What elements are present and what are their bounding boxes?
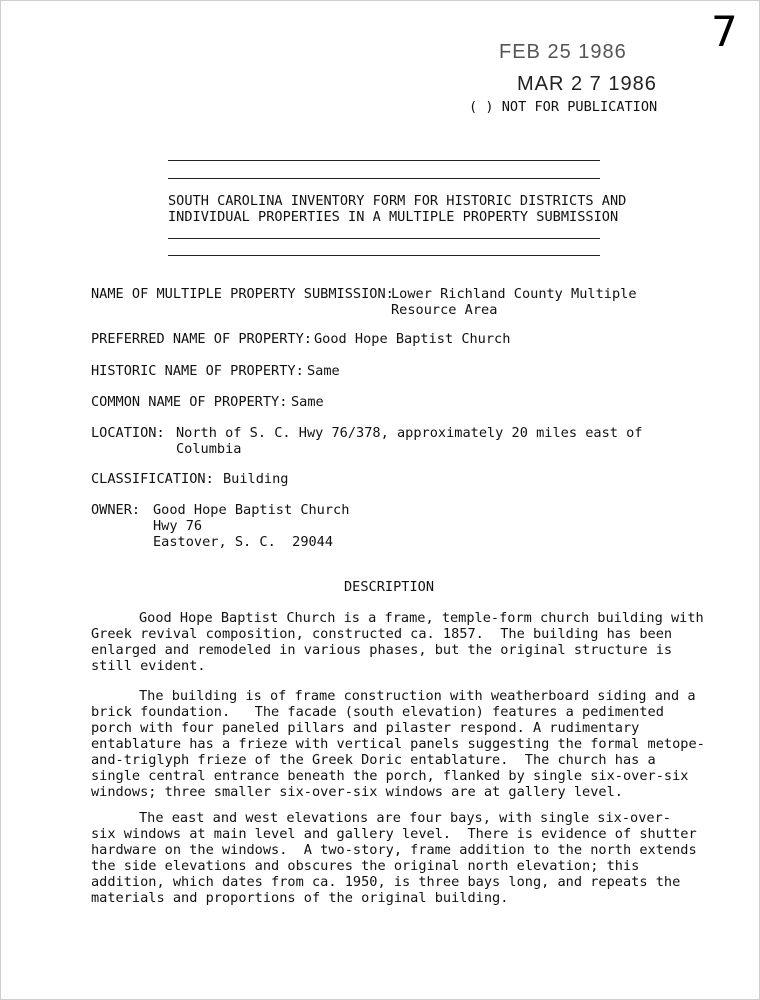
mps-value-line-2: Resource Area bbox=[391, 302, 498, 318]
owner-label: OWNER: bbox=[91, 502, 141, 518]
description-p1-line-1: Good Hope Baptist Church is a frame, temple-form church building with bbox=[139, 610, 704, 626]
historic-name-value: Same bbox=[307, 363, 340, 379]
form-title-line-2: INDIVIDUAL PROPERTIES IN A MULTIPLE PROPERTY SUBMISSION bbox=[168, 209, 619, 225]
page-number: 7 bbox=[711, 7, 738, 56]
rule-top-1 bbox=[168, 160, 600, 161]
preferred-name-value: Good Hope Baptist Church bbox=[314, 331, 511, 347]
historic-name-label: HISTORIC NAME OF PROPERTY: bbox=[91, 363, 304, 379]
description-p1-line-3: enlarged and remodeled in various phases, but the original structure is bbox=[91, 642, 673, 658]
location-label: LOCATION: bbox=[91, 425, 165, 441]
mps-label: NAME OF MULTIPLE PROPERTY SUBMISSION: bbox=[91, 286, 394, 302]
location-value-line-1: North of S. C. Hwy 76/378, approximately 20 miles east of bbox=[176, 425, 643, 441]
description-p3-line-6: materials and proportions of the original building. bbox=[91, 890, 509, 906]
description-p2-line-6: single central entrance beneath the porch, flanked by single six-over-six bbox=[91, 768, 689, 784]
description-p1-line-2: Greek revival composition, constructed ca. 1857. The building has been bbox=[91, 626, 673, 642]
received-stamp-2: MAR 2 7 1986 bbox=[517, 73, 657, 95]
description-p3-line-3: hardware on the windows. A two-story, frame addition to the north extends bbox=[91, 842, 697, 858]
rule-bottom-2 bbox=[168, 255, 600, 256]
rule-bottom-1 bbox=[168, 238, 600, 239]
preferred-name-label: PREFERRED NAME OF PROPERTY: bbox=[91, 331, 312, 347]
description-p2-line-2: brick foundation. The facade (south elevation) features a pedimented bbox=[91, 704, 664, 720]
received-stamp-1: FEB 25 1986 bbox=[499, 41, 627, 63]
description-p3-line-5: addition, which dates from ca. 1950, is three bays long, and repeats the bbox=[91, 874, 681, 890]
description-heading: DESCRIPTION bbox=[344, 579, 435, 595]
description-p3-line-2: six windows at main level and gallery level. There is evidence of shutter bbox=[91, 826, 697, 842]
description-p2-line-7: windows; three smaller six-over-six windows are at gallery level. bbox=[91, 784, 623, 800]
common-name-label: COMMON NAME OF PROPERTY: bbox=[91, 394, 288, 410]
location-value-line-2: Columbia bbox=[176, 441, 242, 457]
mps-value-line-1: Lower Richland County Multiple bbox=[391, 286, 637, 302]
description-p1-line-4: still evident. bbox=[91, 658, 206, 674]
rule-top-2 bbox=[168, 178, 600, 179]
description-p2-line-1: The building is of frame construction with weatherboard siding and a bbox=[139, 688, 696, 704]
description-p2-line-5: and-triglyph frieze of the Greek Doric entablature. The church has a bbox=[91, 752, 656, 768]
common-name-value: Same bbox=[291, 394, 324, 410]
description-p3-line-4: the side elevations and obscures the original north elevation; this bbox=[91, 858, 640, 874]
owner-value-line-2: Hwy 76 bbox=[153, 518, 203, 534]
classification-value: Building bbox=[223, 471, 289, 487]
owner-value-line-1: Good Hope Baptist Church bbox=[153, 502, 350, 518]
not-for-publication-note: ( ) NOT FOR PUBLICATION bbox=[469, 99, 658, 115]
description-p2-line-3: porch with four paneled pillars and pilaster respond. A rudimentary bbox=[91, 720, 640, 736]
description-p2-line-4: entablature has a frieze with vertical panels suggesting the formal metope- bbox=[91, 736, 705, 752]
classification-label: CLASSIFICATION: bbox=[91, 471, 214, 487]
description-p3-line-1: The east and west elevations are four bays, with single six-over- bbox=[139, 810, 671, 826]
owner-value-line-3: Eastover, S. C. 29044 bbox=[153, 534, 334, 550]
form-title-line-1: SOUTH CAROLINA INVENTORY FORM FOR HISTORIC DISTRICTS AND bbox=[168, 193, 627, 209]
